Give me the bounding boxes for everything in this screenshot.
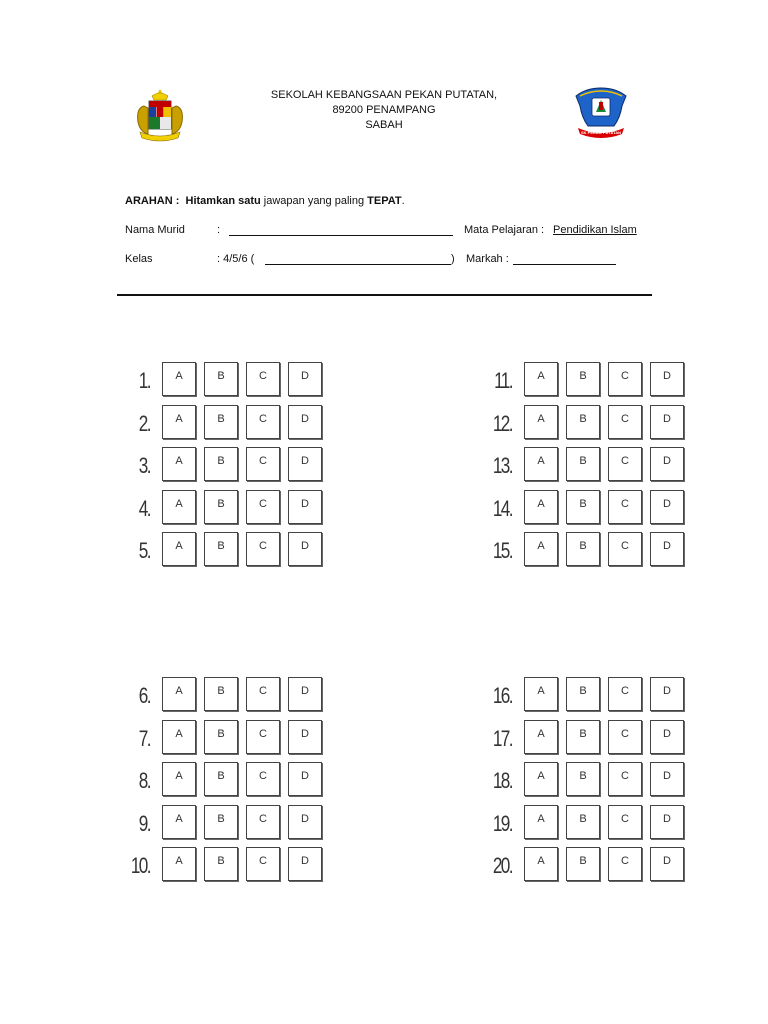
question-number: 16. — [492, 683, 512, 708]
answer-option-c[interactable]: C — [608, 677, 642, 711]
answer-option-c[interactable]: C — [608, 762, 642, 796]
class-field[interactable] — [265, 255, 451, 265]
school-crest-icon — [570, 84, 632, 140]
answer-option-b[interactable]: B — [566, 762, 600, 796]
answer-option-a[interactable]: A — [524, 805, 558, 839]
answer-option-c[interactable]: C — [246, 405, 280, 439]
instructions-tepat: TEPAT — [367, 195, 402, 207]
question-number: 15. — [492, 538, 512, 563]
answer-option-b[interactable]: B — [566, 490, 600, 524]
crest-motto: SK PEKAN PUTATAN — [581, 130, 621, 135]
answer-option-c[interactable]: C — [608, 805, 642, 839]
answer-option-d[interactable]: D — [288, 677, 322, 711]
question-number: 5. — [138, 538, 150, 563]
instructions-emphasis: Hitamkan satu — [185, 195, 261, 207]
answer-option-c[interactable]: C — [608, 447, 642, 481]
answer-option-a[interactable]: A — [162, 490, 196, 524]
question-number: 17. — [492, 725, 512, 751]
answer-option-d[interactable]: D — [650, 720, 684, 754]
answer-option-a[interactable]: A — [524, 847, 558, 881]
answer-option-c[interactable]: C — [246, 362, 280, 396]
answer-option-a[interactable]: A — [162, 805, 196, 839]
divider-line — [117, 294, 652, 296]
answer-option-b[interactable]: B — [566, 532, 600, 566]
answer-option-b[interactable]: B — [566, 405, 600, 439]
answer-option-d[interactable]: D — [288, 447, 322, 481]
answer-option-b[interactable]: B — [204, 805, 238, 839]
answer-option-a[interactable]: A — [524, 532, 558, 566]
answer-option-d[interactable]: D — [288, 762, 322, 796]
mark-field[interactable] — [513, 255, 616, 265]
school-name: SEKOLAH KEBANGSAAN PEKAN PUTATAN, — [270, 89, 498, 101]
question-number: 14. — [492, 495, 512, 521]
answer-option-a[interactable]: A — [162, 532, 196, 566]
class-label: Kelas — [125, 253, 153, 265]
answer-option-c[interactable]: C — [608, 532, 642, 566]
answer-option-b[interactable]: B — [204, 405, 238, 439]
answer-option-d[interactable]: D — [288, 532, 322, 566]
answer-option-c[interactable]: C — [608, 362, 642, 396]
answer-option-a[interactable]: A — [162, 405, 196, 439]
question-number: 20. — [492, 853, 512, 878]
question-number: 1. — [138, 368, 150, 393]
question-number: 10. — [130, 853, 150, 878]
question-number: 8. — [138, 768, 150, 793]
question-number: 11. — [494, 368, 512, 393]
answer-option-d[interactable]: D — [288, 720, 322, 754]
instructions-label: ARAHAN : — [125, 195, 180, 207]
question-number: 4. — [138, 495, 150, 521]
class-value: : 4/5/6 ( — [217, 253, 255, 265]
answer-option-d[interactable]: D — [288, 805, 322, 839]
question-number: 7. — [138, 725, 150, 751]
answer-option-c[interactable]: C — [608, 405, 642, 439]
answer-option-c[interactable]: C — [608, 847, 642, 881]
answer-option-a[interactable]: A — [162, 762, 196, 796]
answer-option-c[interactable]: C — [246, 447, 280, 481]
answer-option-b[interactable]: B — [204, 720, 238, 754]
answer-option-d[interactable]: D — [650, 805, 684, 839]
answer-option-a[interactable]: A — [162, 677, 196, 711]
answer-option-b[interactable]: B — [566, 447, 600, 481]
question-number: 13. — [492, 453, 512, 478]
answer-option-c[interactable]: C — [246, 720, 280, 754]
answer-option-c[interactable]: C — [608, 720, 642, 754]
mark-label: Markah : — [466, 253, 509, 265]
answer-option-a[interactable]: A — [524, 405, 558, 439]
answer-option-d[interactable]: D — [650, 677, 684, 711]
answer-option-a[interactable]: A — [524, 762, 558, 796]
instructions — [125, 195, 405, 207]
answer-option-b[interactable]: B — [204, 362, 238, 396]
answer-option-b[interactable]: B — [204, 847, 238, 881]
answer-option-c[interactable]: C — [246, 762, 280, 796]
question-number: 9. — [138, 810, 150, 836]
answer-option-a[interactable]: A — [162, 447, 196, 481]
answer-option-a[interactable]: A — [162, 362, 196, 396]
answer-option-c[interactable]: C — [246, 532, 280, 566]
answer-option-d[interactable]: D — [650, 362, 684, 396]
answer-option-d[interactable]: D — [650, 762, 684, 796]
answer-option-a[interactable]: A — [524, 362, 558, 396]
class-close-paren: ) — [451, 253, 455, 265]
answer-option-a[interactable]: A — [162, 847, 196, 881]
question-number: 2. — [138, 410, 150, 436]
question-number: 12. — [492, 410, 512, 436]
answer-option-b[interactable]: B — [204, 532, 238, 566]
answer-option-b[interactable]: B — [566, 720, 600, 754]
answer-option-c[interactable]: C — [246, 677, 280, 711]
answer-option-d[interactable]: D — [288, 362, 322, 396]
answer-option-b[interactable]: B — [204, 677, 238, 711]
question-number: 18. — [492, 768, 512, 793]
question-number: 3. — [138, 453, 150, 478]
answer-option-d[interactable]: D — [650, 847, 684, 881]
answer-option-c[interactable]: C — [608, 490, 642, 524]
answer-option-d[interactable]: D — [650, 532, 684, 566]
name-colon: : — [217, 224, 221, 236]
answer-option-b[interactable]: B — [204, 762, 238, 796]
answer-option-a[interactable]: A — [524, 677, 558, 711]
answer-option-b[interactable]: B — [566, 362, 600, 396]
answer-option-d[interactable]: D — [288, 405, 322, 439]
answer-option-d[interactable]: D — [650, 405, 684, 439]
answer-option-d[interactable]: D — [288, 490, 322, 524]
answer-option-c[interactable]: C — [246, 805, 280, 839]
question-number: 19. — [492, 810, 512, 836]
school-postcode-town: 89200 PENAMPANG — [332, 104, 436, 116]
answer-option-b[interactable]: B — [566, 677, 600, 711]
answer-option-a[interactable]: A — [524, 720, 558, 754]
answer-option-b[interactable]: B — [204, 447, 238, 481]
name-label: Nama Murid — [125, 224, 185, 236]
answer-option-d[interactable]: D — [288, 847, 322, 881]
subject-value: Pendidikan Islam — [553, 224, 637, 236]
answer-option-a[interactable]: A — [524, 490, 558, 524]
answer-option-c[interactable]: C — [246, 490, 280, 524]
answer-option-c[interactable]: C — [246, 847, 280, 881]
answer-option-d[interactable]: D — [650, 447, 684, 481]
instructions-text: jawapan yang paling — [263, 195, 365, 207]
instructions-period: . — [401, 195, 405, 207]
answer-option-a[interactable]: A — [524, 447, 558, 481]
subject-label: Mata Pelajaran : — [464, 224, 545, 236]
answer-option-a[interactable]: A — [162, 720, 196, 754]
answer-option-b[interactable]: B — [566, 847, 600, 881]
malaysia-coat-of-arms-icon — [130, 86, 190, 144]
school-state: SABAH — [365, 119, 403, 131]
answer-option-b[interactable]: B — [204, 490, 238, 524]
question-number: 6. — [138, 683, 150, 708]
school-header — [234, 88, 534, 133]
name-field[interactable] — [229, 226, 453, 236]
answer-option-d[interactable]: D — [650, 490, 684, 524]
answer-option-b[interactable]: B — [566, 805, 600, 839]
